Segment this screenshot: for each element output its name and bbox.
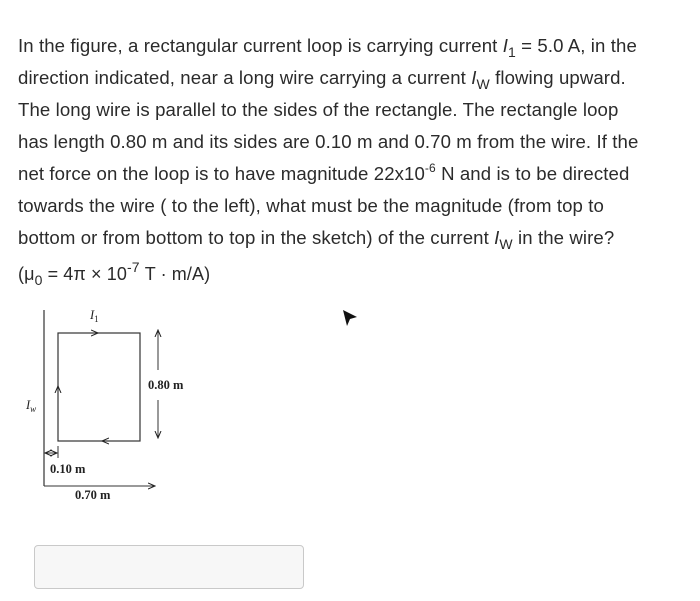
iw-label: $I_w$	[26, 398, 37, 414]
question-line-5-tail: N and is to be directed	[435, 163, 630, 184]
length-label: 0.80 m	[148, 378, 184, 392]
mu-symbol: (μ	[18, 264, 35, 284]
question-line-7	[18, 222, 688, 254]
exponent: -6	[424, 161, 436, 175]
i1-label: $I_1$	[90, 308, 99, 324]
question-text	[18, 30, 688, 290]
question-line-3: The long wire is parallel to the sides of the rectangle. The rectangle loop	[18, 99, 619, 120]
answer-input[interactable]	[35, 546, 303, 588]
current-loop	[58, 333, 140, 441]
current-symbol: I	[494, 227, 500, 248]
constant-value: = 4π × 10	[42, 264, 127, 284]
question-line-7-tail: in the wire?	[512, 227, 615, 248]
current-subscript: W	[476, 76, 490, 92]
figure-drawing	[20, 300, 210, 515]
current-subscript: 1	[508, 44, 516, 60]
answer-field[interactable]	[34, 545, 304, 589]
question-line-2-tail: flowing upward.	[489, 67, 626, 88]
near-distance-label: 0.10 m	[50, 462, 86, 476]
far-distance-label: 0.70 m	[75, 488, 111, 502]
permeability-constant	[18, 258, 688, 290]
mu-subscript: 0	[34, 272, 43, 288]
figure-diagram	[20, 300, 210, 515]
question-line-2-text: direction indicated, near a long wire carrying a current	[18, 67, 472, 88]
question-line-2	[18, 62, 688, 94]
current-subscript: W	[499, 236, 513, 252]
question-line-5-text: net force on the loop is to have magnitude 22x10	[18, 163, 425, 184]
mouse-cursor-icon	[340, 308, 360, 330]
current-symbol: I	[471, 67, 477, 88]
question-line-1-text: In the figure, a rectangular current loop is carrying current	[18, 35, 503, 56]
question-line-1	[18, 30, 688, 62]
constant-exponent: -7	[126, 259, 140, 275]
question-line-1-tail: = 5.0 A, in the	[515, 35, 637, 56]
constant-units: T · m/A)	[139, 264, 211, 284]
question-line-6: towards the wire ( to the left), what must be the magnitude (from top to	[18, 195, 604, 216]
question-line-5	[18, 158, 688, 190]
question-line-4: has length 0.80 m and its sides are 0.10 m and 0.70 m from the wire. If the	[18, 131, 639, 152]
current-symbol: I	[502, 35, 508, 56]
question-line-7-text: bottom or from bottom to top in the sketch) of the current	[18, 227, 495, 248]
